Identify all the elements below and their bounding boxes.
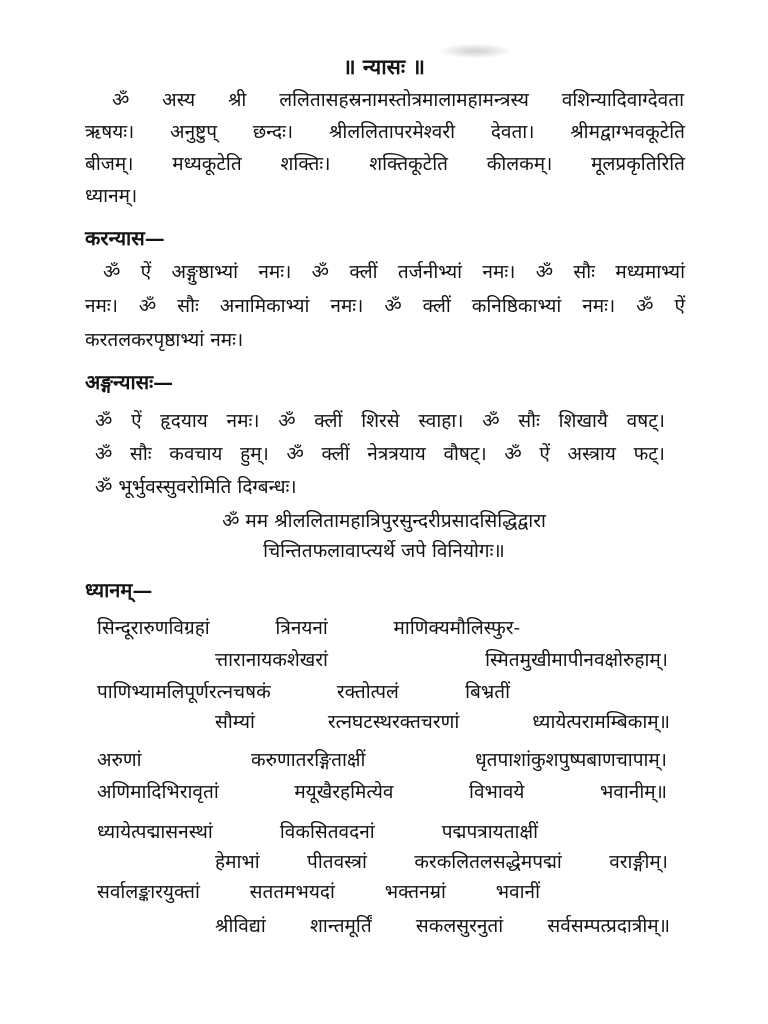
viniyoga-line: बीजम्। मध्यकूटेति शक्तिः। शक्तिकूटेति कीलकम्। मूलप्रकृतिरिति: [85, 153, 685, 175]
viniyoga-line: ध्यानम्।: [85, 185, 138, 207]
anganyasa-line: ॐ ऐं हृदयाय नमः। ॐ क्लीं शिरसे स्वाहा। ॐ सौः शिखायै वषट्।: [95, 410, 665, 432]
anganyasa-line: ॐ सौः कवचाय हुम्। ॐ क्लीं नेत्रत्रयाय वौषट्। ॐ ऐं अस्त्राय फट्।: [95, 443, 665, 465]
viniyoga-line: ऋषयः। अनुष्टुप् छन्दः। श्रीललितापरमेश्वरी देवता। श्रीमद्वाग्भवकूटेति: [85, 121, 685, 143]
verse-line: पाणिभ्यामलिपूर्णरत्नचषकं रक्तोत्पलं बिभ्रतीं: [97, 681, 510, 703]
verse-line: अरुणां करुणातरङ्गिताक्षीं धृतपाशांकुशपुष्पबाणचापाम्।: [97, 749, 667, 771]
verse-line: त्तारानायकशेखरां स्मितमुखीमापीनवक्षोरुहाम्।: [215, 649, 668, 671]
karanyasa-heading: करन्यास—: [85, 226, 165, 250]
anganyasa-line: ॐ भूर्भुवस्सुवरोमिति दिग्बन्धः।: [95, 476, 297, 498]
verse-line: सिन्दूरारुणविग्रहां त्रिनयनां माणिक्यमौलिस्फुर-: [97, 617, 520, 639]
sankalpa-line: ॐ मम श्रीललितामहात्रिपुरसुन्दरीप्रसादसिद्धिद्वारा: [222, 510, 546, 532]
verse-line: हेमाभां पीतवस्त्रां करकलितलसद्धेमपद्मां वराङ्गीम्।: [215, 851, 668, 873]
anganyasa-heading: अङ्गन्यासः—: [85, 370, 174, 394]
verse-line: श्रीविद्यां शान्तमूर्तिं सकलसुरनुतां सर्वसम्पत्प्रदात्रीम्॥: [215, 915, 670, 937]
dhyanam-heading: ध्यानम्—: [85, 578, 153, 602]
karanyasa-line: नमः। ॐ सौः अनामिकाभ्यां नमः। ॐ क्लीं कनिष्ठिकाभ्यां नमः। ॐ ऐं: [85, 295, 685, 317]
verse-line: अणिमादिभिरावृतां मयूखैरहमित्येव विभावये भवानीम्॥: [97, 781, 667, 803]
verse-line: सर्वालङ्कारयुक्तां सततमभयदां भक्तनम्रां भवानीं: [97, 881, 540, 903]
verse-line: सौम्यां रत्नघटस्थरक्तचरणां ध्यायेत्परामम्बिकाम्॥: [215, 711, 670, 733]
viniyoga-line: ॐ अस्य श्री ललितासहस्रनामस्तोत्रमालामहामन्त्रस्य वशिन्यादिवाग्देवता: [112, 89, 684, 111]
karanyasa-line: करतलकरपृष्ठाभ्यां नमः।: [85, 329, 244, 351]
karanyasa-line: ॐ ऐं अङ्गुष्ठाभ्यां नमः। ॐ क्लीं तर्जनीभ्यां नमः। ॐ सौः मध्यमाभ्यां: [103, 261, 685, 283]
sankalpa-line: चिन्तितफलावाप्त्यर्थे जपे विनियोगः॥: [263, 540, 505, 562]
verse-line: ध्यायेत्पद्मासनस्थां विकसितवदनां पद्मपत्रायताक्षीं: [97, 821, 538, 843]
page-title: ॥ न्यासः ॥: [342, 54, 426, 79]
